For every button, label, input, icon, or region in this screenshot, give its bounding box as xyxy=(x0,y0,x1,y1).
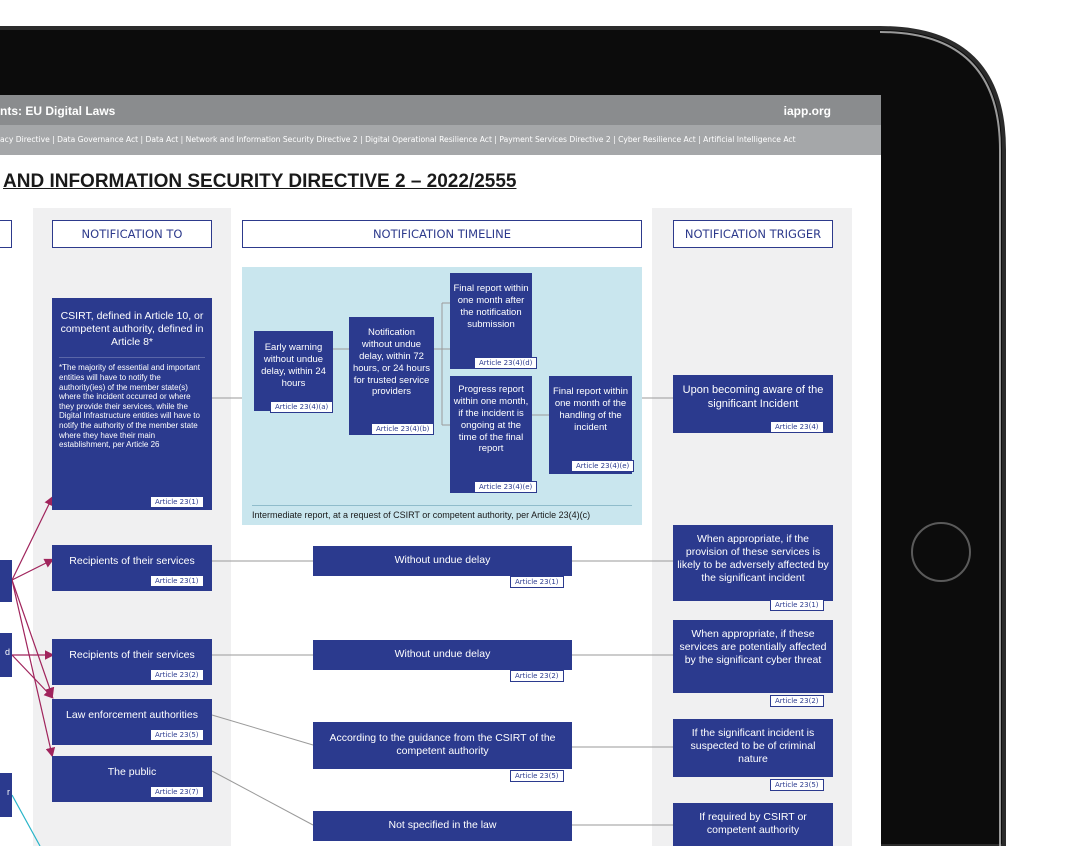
site-link[interactable]: iapp.org xyxy=(783,104,831,118)
recipient-csirt xyxy=(52,298,212,510)
ref-csirt: Article 23(1) xyxy=(150,496,204,508)
cyan-line xyxy=(12,795,40,846)
timeline-row-2-label: Without undue delay xyxy=(394,648,491,660)
ref-law-enforcement: Article 23(5) xyxy=(150,729,204,741)
ref-row-1: Article 23(1) xyxy=(510,576,564,588)
timeline-row-1-label: Without undue delay xyxy=(394,554,491,566)
trigger-adverse xyxy=(673,525,833,601)
trigger-threat-label: When appropriate, if these services are potentially affected by the significant cyber threat xyxy=(679,628,827,667)
col-head-trigger: NOTIFICATION TRIGGER xyxy=(673,220,833,248)
timeline-row-1 xyxy=(313,546,572,576)
timeline-early-warning xyxy=(254,331,333,411)
timeline-progress-label: Progress report within one month, if the incident is ongoing at the time of the final report xyxy=(453,384,529,455)
timeline-early-warning-label: Early warning without undue delay, within 24 hours xyxy=(261,342,326,389)
trigger-criminal xyxy=(673,719,833,777)
trigger-required xyxy=(673,803,833,846)
ref-final-after-submission: Article 23(4)(d) xyxy=(474,357,537,369)
recipient-services-2-label: Recipients of their services xyxy=(69,649,195,661)
document-screen xyxy=(0,95,881,846)
ref-row-2: Article 23(2) xyxy=(510,670,564,682)
timeline-intermediate-note: Intermediate report, at a request of CSIRT or competent authority, per Article 23(4)(c) xyxy=(252,505,632,520)
timeline-progress xyxy=(450,376,532,493)
arrow-to-public xyxy=(12,580,52,755)
recipient-csirt-title: CSIRT, defined in Article 10, or competent authority, defined in Article 8* xyxy=(60,310,204,349)
line-row4-left xyxy=(212,771,313,825)
ref-early-warning: Article 23(4)(a) xyxy=(270,401,333,413)
ref-services-2: Article 23(2) xyxy=(150,669,204,681)
ref-services-1: Article 23(1) xyxy=(150,575,204,587)
timeline-notification xyxy=(349,317,434,435)
trigger-adverse-label: When appropriate, if the provision of these services is likely to be adversely affected by the significant incident xyxy=(677,533,829,585)
recipient-services-1-label: Recipients of their services xyxy=(69,555,195,567)
timeline-final-after-submission-label: Final report within one month after the notification submission xyxy=(453,283,529,330)
page-title: AND INFORMATION SECURITY DIRECTIVE 2 – 2022/2555 xyxy=(3,171,517,192)
ref-trigger-aware: Article 23(4) xyxy=(770,421,824,433)
recipient-csirt-note: *The majority of essential and important entities will have to notify the authority(ies) of the member state(s) where the incident occurred or where they provide their services, while the Digital Infrastructure entities will have to notify the authority of the member state where they have their main establishment, per Article 26 xyxy=(59,357,205,449)
left-stub-b: d xyxy=(0,633,12,677)
timeline-row-4-label: Not specified in the law xyxy=(388,819,497,831)
line-row3-left xyxy=(212,715,313,745)
arrow-to-services-1 xyxy=(12,560,52,580)
ref-row-3: Article 23(5) xyxy=(510,770,564,782)
timeline-row-4 xyxy=(313,811,572,841)
arrow-to-law-1 xyxy=(12,580,52,695)
arrow-to-csirt xyxy=(12,498,52,580)
laws-list[interactable]: acy Directive | Data Governance Act | Data Act | Network and Information Security Directive 2 | Digital Operational Resilience Act | Payment Services Directive 2 | Cyber Resilience Act | Artificial Intelligence Act xyxy=(0,135,796,144)
timeline-final-after-handling-label: Final report within one month of the handling of the incident xyxy=(553,386,628,433)
header-title: nts: EU Digital Laws xyxy=(0,104,116,118)
trigger-criminal-label: If the significant incident is suspected to be of criminal nature xyxy=(690,727,816,766)
left-stub-c: r xyxy=(0,773,12,817)
timeline-notification-label: Notification without undue delay, within 72 hours, or 24 hours for trusted service providers xyxy=(352,327,431,398)
ref-public: Article 23(7) xyxy=(150,786,204,798)
recipient-public-label: The public xyxy=(107,766,157,778)
recipient-law-enforcement-label: Law enforcement authorities xyxy=(66,709,198,721)
timeline-row-2 xyxy=(313,640,572,670)
home-button[interactable] xyxy=(911,522,971,582)
ref-progress: Article 23(4)(e) xyxy=(474,481,537,493)
ref-trigger-adverse: Article 23(1) xyxy=(770,599,824,611)
ref-trigger-criminal: Article 23(5) xyxy=(770,779,824,791)
left-stub-a xyxy=(0,560,12,602)
trigger-required-label: If required by CSIRT or competent authority xyxy=(699,811,807,837)
timeline-row-3 xyxy=(313,722,572,769)
timeline-row-3-label: According to the guidance from the CSIRT of the competent authority xyxy=(329,732,556,758)
ref-notification: Article 23(4)(b) xyxy=(371,423,434,435)
ref-trigger-threat: Article 23(2) xyxy=(770,695,824,707)
timeline-final-after-submission xyxy=(450,273,532,369)
col-head-timeline: NOTIFICATION TIMELINE xyxy=(242,220,642,248)
trigger-threat xyxy=(673,620,833,693)
ref-final-after-handling: Article 23(4)(e) xyxy=(571,460,634,472)
trigger-aware-label: Upon becoming aware of the significant Incident xyxy=(682,384,824,410)
col-head-to: NOTIFICATION TO xyxy=(52,220,212,248)
